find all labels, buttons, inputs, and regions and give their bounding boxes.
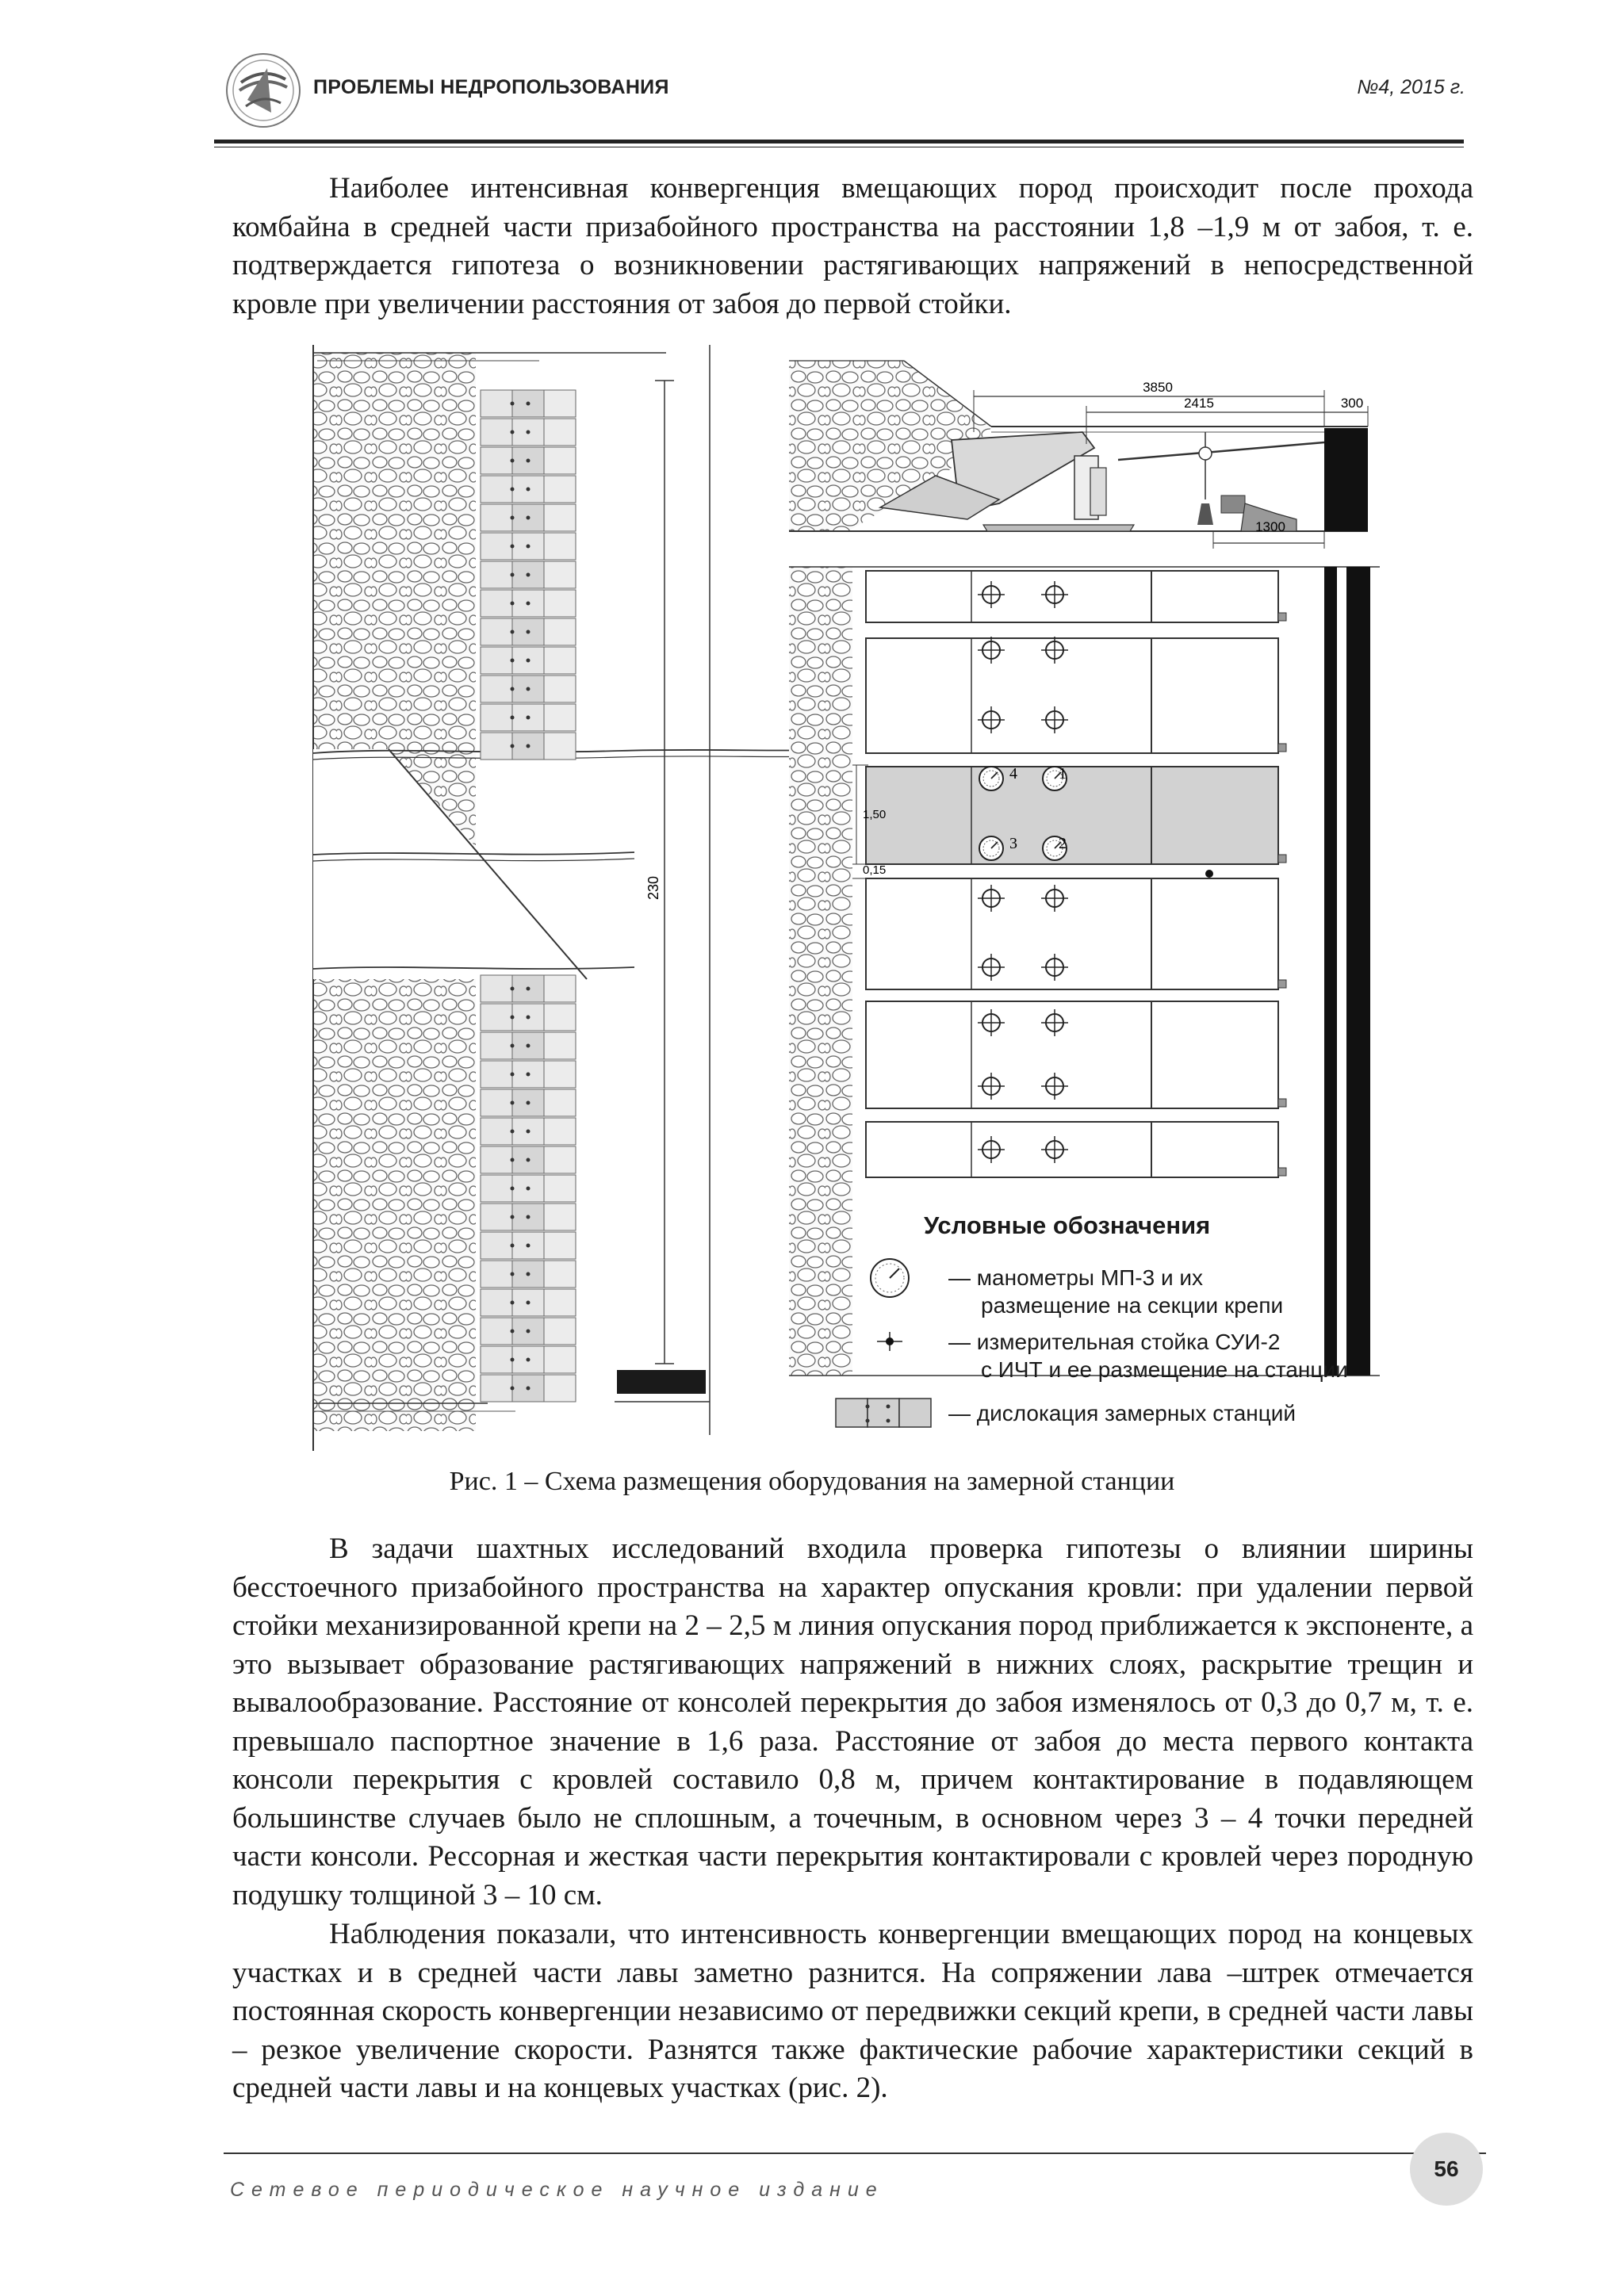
crib-dot [527,1272,530,1276]
crib-cell [481,504,512,531]
paragraph-1: Наиболее интенсивная конвергенция вмещающих пород происходит после прохода комбайна в средней части призабойного пространства на расстоянии 1,8 –1,9 м от забоя, т. е. подтверждается гипотеза о возникновении растягивающих напряжений в непосредственной кровле при увеличении расстояния от забоя до первой стойки. [232,172,1473,320]
face-line-1 [1324,567,1337,1376]
crib-cell [544,1061,576,1088]
crib-cell [481,476,512,503]
crib-dot [527,1101,530,1105]
support-section [866,767,1151,864]
journal-title: ПРОБЛЕМЫ НЕДРОПОЛЬЗОВАНИЯ [313,76,669,98]
crib-cell [481,447,512,474]
crib-dot [527,430,530,434]
crib-cell [481,1061,512,1088]
crib-dot [527,1301,530,1305]
coal-face-section [1324,428,1368,531]
face-conveyor-block [617,1370,706,1394]
crib-cell [544,590,576,617]
crib-dot [527,488,530,492]
crib-cell [544,1004,576,1031]
crib-dot [511,716,515,720]
crib-dot [511,1272,515,1276]
crib-dot [511,602,515,606]
crib-cell [481,704,512,731]
legend-item-post-line1: — измерительная стойка СУИ-2 [948,1330,1281,1354]
legend-item-post-line2: с ИЧТ и ее размещение на станции [981,1357,1348,1382]
footer-text: Сетевое периодическое научное издание [230,2179,884,2201]
legend-item-stations: — дислокация замерных станций [948,1401,1297,1425]
crib-cell [481,561,512,588]
dimension-label-300: 300 [1340,396,1364,411]
support-section-canopy [1151,878,1278,989]
crib-cell [544,675,576,702]
crib-cell [544,704,576,731]
crib-dot [511,573,515,577]
section-view [789,361,1368,549]
crib-dot [511,630,515,634]
crib-dot [511,1187,515,1191]
section-marker [1278,1099,1286,1107]
crib-cell [481,733,512,760]
support-section-canopy [1151,1122,1278,1177]
crib-dot [511,1215,515,1219]
crib-cell [544,1346,576,1373]
crib-cell [481,975,512,1002]
section-marker [1278,613,1286,621]
footer-rule [224,2152,1486,2154]
crib-dot [527,1044,530,1048]
crib-dot [511,1387,515,1391]
crib-dot [527,1215,530,1219]
paragraph-2: В задачи шахтных исследований входила проверка гипотезы о влиянии ширины бесстоечного призабойного пространства на характер опускания кровли: при удалении первой стойки механизированной крепи на 2 – 2,5 м линия опускания пород приближается к экспоненте, а это вызывает образование растягивающих напряжений в нижних слоях, раскрытие трещин и вывалообразование. Расстояние от консолей перекрытия до забоя изменялось от 0,3 до 0,7 м, т. е. превышало паспортное значение в 1,6 раза. Расстояние от забоя до места первого контакта консоли перекрытия с кровлей составило 0,8 м, причем контактирование в подавляющем большинстве случаев было не сплошным, а точечным, в основном через 3 – 4 точки передней части консоли. Рессорная и жесткая части перекрытия контактировали с кровлей через породную подушку толщиной 3 – 10 см. [232,1533,1473,1911]
crib-dot [511,459,515,463]
crib-cell [481,618,512,645]
dimension-label-2415: 2415 [1184,396,1214,411]
crib-cell [481,1089,512,1116]
legend-title: Условные обозначения [924,1211,1211,1239]
crib-dot [527,1187,530,1191]
crib-cell [481,390,512,417]
crib-cell [481,1175,512,1202]
crib-cell [544,390,576,417]
crib-cell [481,675,512,702]
crib-cell [544,1032,576,1059]
crib-cell [544,1118,576,1145]
crib-dot [527,1330,530,1334]
crib-dot [511,1158,515,1162]
crib-cell [544,1289,576,1316]
crib-dot [527,659,530,663]
crib-dot [511,1301,515,1305]
support-section-canopy [1151,1001,1278,1108]
gauge-label-4: 4 [1009,765,1017,783]
crib-dot [511,1044,515,1048]
crib-cell [544,733,576,760]
crib-cell [481,1146,512,1173]
crib-dot [527,459,530,463]
support-section [866,571,1151,622]
crib-dot [511,687,515,691]
crib-dot [511,1358,515,1362]
measuring-post-marker [1205,870,1213,878]
crib-cell [544,1318,576,1345]
paragraph-3: Наблюдения показали, что интенсивность конвергенции вмещающих пород на концевых участках и в средней части лавы заметно разнится. На сопряжении лава –штрек отмечается постоянная скорость конвергенции независимо от передвижки секций крепи, в средней части лавы – резкое увеличение скорости. Разнятся также фактические рабочие характеристики секций в средней части лавы и на концевых участках (рис. 2). [232,1918,1473,2104]
crib-cell [481,1261,512,1288]
dimension-label-230: 230 [645,875,661,901]
crib-cell [544,447,576,474]
crib-cell [544,533,576,560]
crib-dot [511,545,515,549]
gauge-label-3: 3 [1009,835,1017,852]
page-number: 56 [1410,2133,1483,2206]
crib-dot [511,516,515,520]
crib-dot [527,687,530,691]
crib-cell [544,618,576,645]
crib-cell [481,1375,512,1402]
crib-dot [511,1330,515,1334]
crib-cell [544,1203,576,1230]
crib-cell [544,504,576,531]
crib-cell [481,1032,512,1059]
support-section [866,1122,1151,1177]
gauge-label-1: 1 [1059,765,1067,783]
crib-dot [511,488,515,492]
crib-cell [544,476,576,503]
crib-cell [544,1375,576,1402]
left-panel [313,345,809,1451]
support-sections [866,571,1286,1177]
support-section-canopy [1151,767,1278,864]
crib-dot [527,630,530,634]
section-marker [1278,744,1286,752]
legend-item-gauges-line2: размещение на секции крепи [981,1293,1284,1318]
crib-dot [511,987,515,991]
section-marker [1278,980,1286,988]
dimension-label-3850: 3850 [1143,380,1173,395]
crib-cell [481,533,512,560]
measuring-post-icon [877,1332,902,1351]
support-section [866,638,1151,753]
crib-cell [544,975,576,1002]
crib-cell [481,1318,512,1345]
crib-dot [511,1130,515,1134]
gauge-label-2: 2 [1059,835,1067,852]
dimension-label-1300: 1300 [1255,519,1285,534]
goaf-rock-plan [789,567,852,1376]
crib-cell [481,590,512,617]
crib-dot [527,1016,530,1020]
crib-dot [511,1016,515,1020]
support-section-canopy [1151,638,1278,753]
crib-cell [481,1118,512,1145]
crib-dot [527,1387,530,1391]
crib-dot [511,744,515,748]
crib-cell [481,1232,512,1259]
crib-cell [544,1089,576,1116]
crib-cell [481,419,512,446]
crib-cell [544,561,576,588]
crib-dot [527,402,530,406]
crib-dot [527,716,530,720]
crib-cell [544,647,576,674]
crib-cell [481,1289,512,1316]
support-section [866,878,1151,989]
crib-dot [511,659,515,663]
support-section-canopy [1151,571,1278,622]
plan-view [789,567,1380,1376]
crib-cell [544,419,576,446]
crib-dot [527,1158,530,1162]
crib-dot [527,1073,530,1077]
face-line-2 [1346,567,1370,1376]
crib-dot [527,545,530,549]
crib-dot [511,1244,515,1248]
crib-dot [511,430,515,434]
crib-dot [511,1101,515,1105]
header-rule [214,140,1464,144]
crib-cell [481,1346,512,1373]
crib-dot [527,573,530,577]
section-marker [1278,1168,1286,1176]
crib-cell [481,1004,512,1031]
crib-dot [527,1244,530,1248]
figure-caption: Рис. 1 – Схема размещения оборудования на замерной станции [449,1467,1175,1496]
crib-dot [511,402,515,406]
crib-dot [511,1073,515,1077]
crib-cell [481,647,512,674]
station-dislocation-icon [836,1399,931,1427]
pressure-gauge-icon [871,1259,909,1297]
legend-item-gauges-line1: — манометры МП-3 и их [948,1265,1204,1290]
journal-logo [224,51,303,130]
crib-cell [544,1232,576,1259]
dimension-label-1-50: 1,50 [863,808,887,821]
dimension-label-0-15: 0,15 [863,863,887,877]
crib-cell [544,1146,576,1173]
crib-dot [527,1130,530,1134]
crib-dot [527,602,530,606]
section-marker [1278,855,1286,863]
crib-dot [527,1358,530,1362]
crib-dot [527,516,530,520]
crib-cell [481,1203,512,1230]
crib-cell [544,1175,576,1202]
crib-cell [544,1261,576,1288]
issue-number: №4, 2015 г. [1357,76,1465,98]
crib-dot [527,987,530,991]
crib-dot [527,744,530,748]
support-section [866,1001,1151,1108]
